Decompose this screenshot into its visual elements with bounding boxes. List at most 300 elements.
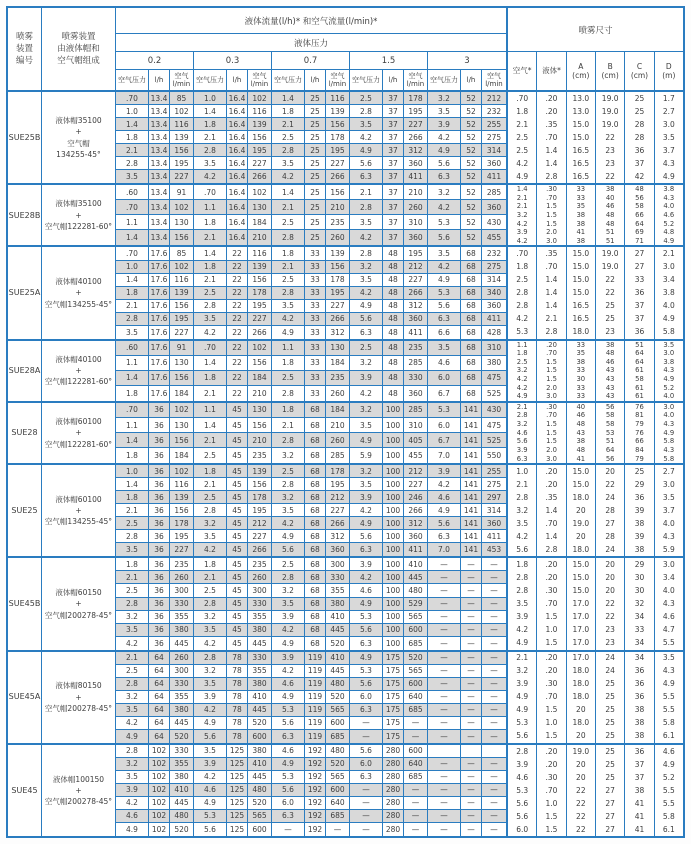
flow-cell: 246 (404, 491, 428, 504)
flow-grid (116, 185, 508, 245)
flow-cell: 100 (383, 624, 404, 637)
device-block (8, 558, 683, 651)
flow-cell: 100 (383, 584, 404, 597)
flow-cell: 4.2 (194, 704, 227, 717)
flow-cell: 2.5 (350, 92, 383, 105)
flow-cell: 48 (383, 247, 404, 260)
flow-cell: 116 (170, 478, 194, 491)
flow-cell: 102 (149, 745, 170, 758)
flow-cell: 2.8 (116, 530, 149, 543)
flow-cell: 565 (404, 665, 428, 678)
flow-cell: 285 (482, 185, 506, 200)
flow-cell: 360 (326, 543, 350, 556)
flow-cell: .70 (116, 247, 149, 260)
flow-cell: 130 (170, 418, 194, 433)
flow-cell: 125 (227, 823, 248, 836)
dims-column: .20 .20 .30 .70 1.5 1.0 1.5 (537, 558, 566, 649)
device-block (8, 465, 683, 558)
flow-cell: 445 (170, 637, 194, 650)
flow-cell: 1.8 (194, 261, 227, 274)
flow-cell: 445 (170, 717, 194, 730)
flow-cell: 280 (383, 758, 404, 771)
flow-cell: 36 (149, 611, 170, 624)
flow-cell: — (461, 730, 482, 743)
flow-cell: 6.0 (350, 758, 383, 771)
flow-cell: 2.5 (272, 274, 305, 287)
flow-cell: 45 (227, 543, 248, 556)
flow-cell: 355 (248, 665, 272, 678)
flow-cell: 3.9 (428, 465, 461, 478)
flow-cell: 175 (383, 704, 404, 717)
flow-cell: 380 (170, 624, 194, 637)
flow-cell: 45 (227, 504, 248, 517)
flow-cell: 3.5 (116, 326, 149, 339)
device-model: SUE25A (8, 247, 42, 338)
table-row (116, 371, 506, 386)
flow-cell: 380 (482, 356, 506, 371)
flow-cell: 45 (227, 418, 248, 433)
flow-cell: 36 (149, 504, 170, 517)
flow-cell: 33 (305, 261, 326, 274)
flow-cell: 3.9 (272, 652, 305, 665)
table-row (116, 598, 506, 611)
flow-cell: 100 (383, 571, 404, 584)
flow-cell: 6.7 (428, 433, 461, 448)
flow-cell: 1.8 (272, 105, 305, 118)
flow-cell: 2.5 (116, 584, 149, 597)
flow-cell: 3.2 (350, 261, 383, 274)
flow-cell: 141 (461, 517, 482, 530)
flow-cell: 312 (326, 326, 350, 339)
flow-cell: 125 (227, 758, 248, 771)
flow-cell: 314 (482, 504, 506, 517)
flow-cell: 380 (170, 704, 194, 717)
flow-cell: 36 (149, 448, 170, 463)
flow-cell: 16.4 (227, 230, 248, 245)
flow-cell: 68 (305, 418, 326, 433)
flow-cell: 48 (383, 313, 404, 326)
flow-cell: 25 (305, 92, 326, 105)
flow-cell: 1.1 (272, 341, 305, 356)
flow-cell: 4.6 (350, 584, 383, 597)
flow-cell: 4.2 (116, 717, 149, 730)
dims-column: 20 22 24 28 27 28 24 (596, 465, 625, 556)
flow-cell: 6.0 (428, 418, 461, 433)
flow-cell: — (482, 784, 506, 797)
flow-cell: 3.2 (116, 611, 149, 624)
flow-cell: 330 (248, 652, 272, 665)
flow-cell: 5.3 (272, 704, 305, 717)
dims-column: 19.0 19.0 22 22 25 25 23 (596, 247, 625, 338)
flow-cell: 22 (227, 341, 248, 356)
table-row (116, 771, 506, 784)
flow-cell: 52 (461, 118, 482, 131)
flow-cell: 266 (404, 287, 428, 300)
flow-cell: 13.4 (149, 92, 170, 105)
flow-cell: 3.5 (350, 418, 383, 433)
flow-cell: 102 (149, 810, 170, 823)
flow-cell: 192 (305, 758, 326, 771)
flow-cell: — (482, 558, 506, 571)
flow-cell: 116 (170, 118, 194, 131)
flow-cell: 3.2 (350, 465, 383, 478)
pressure-header-row (116, 52, 506, 70)
flow-cell: 116 (326, 92, 350, 105)
flow-cell: 340 (482, 287, 506, 300)
flow-cell: 45 (227, 448, 248, 463)
flow-cell: 232 (482, 105, 506, 118)
flow-cell: 600 (404, 678, 428, 691)
flow-cell: 212 (326, 491, 350, 504)
device-block (8, 247, 683, 340)
flow-cell: 6.3 (350, 637, 383, 650)
flow-cell: 235 (404, 341, 428, 356)
flow-cell: 2.1 (116, 300, 149, 313)
dims-column: 34 36 36 36 38 38 38 (625, 652, 654, 743)
flow-cell: 16.4 (227, 200, 248, 215)
flow-cell: — (461, 717, 482, 730)
table-row (116, 478, 506, 491)
flow-cell: 4.9 (350, 300, 383, 313)
flow-cell: 116 (248, 247, 272, 260)
table-row (116, 784, 506, 797)
table-row (116, 403, 506, 418)
flow-cell: — (428, 691, 461, 704)
dims-column: 3.0 3.4 4.0 4.3 4.6 4.7 5.5 (662, 560, 675, 648)
flow-cell: — (428, 823, 461, 836)
flow-cell: 3.5 (350, 274, 383, 287)
flow-cell: 453 (482, 543, 506, 556)
flow-cell: 68 (305, 637, 326, 650)
flow-cell: — (482, 637, 506, 650)
flow-cell: 68 (305, 624, 326, 637)
flow-cell: 6.3 (272, 810, 305, 823)
flow-cell: 2.5 (194, 491, 227, 504)
flow-cell: 178 (326, 465, 350, 478)
flow-cell: 266 (326, 517, 350, 530)
flow-cell: 33 (305, 341, 326, 356)
flow-cell: 2.8 (194, 598, 227, 611)
flow-cell: 330 (170, 678, 194, 691)
dims-col-header: D (m) (662, 61, 676, 80)
flow-cell: 3.2 (194, 611, 227, 624)
flow-cell: 1.0 (116, 105, 149, 118)
flow-cell: 22 (227, 326, 248, 339)
flow-cell: 45 (227, 584, 248, 597)
flow-cell: 405 (404, 433, 428, 448)
flow-cell: 36 (149, 433, 170, 448)
flow-cell: — (461, 810, 482, 823)
flow-cell: 4.2 (428, 200, 461, 215)
flow-cell: 64 (149, 704, 170, 717)
flow-cell: — (461, 571, 482, 584)
dims-column: 19.0 19.0 19.0 22 23 23 22 (596, 92, 625, 183)
dims-column: .20 .20 .30 .70 1.0 1.5 1.5 (537, 745, 566, 836)
flow-cell: 195 (248, 504, 272, 517)
subcol-header: l/h (149, 70, 170, 90)
flow-cell: 685 (404, 771, 428, 784)
device-model: SUE45A (8, 652, 42, 743)
table-row (116, 465, 506, 478)
flow-cell: 45 (227, 571, 248, 584)
flow-cell: 411 (404, 326, 428, 339)
flow-cell: 2.8 (350, 200, 383, 215)
flow-cell: 85 (170, 247, 194, 260)
flow-cell: 156 (170, 371, 194, 386)
flow-cell: 48 (383, 261, 404, 274)
flow-cell: 33 (305, 326, 326, 339)
flow-cell: 68 (305, 558, 326, 571)
flow-cell: 141 (461, 433, 482, 448)
flow-cell: 520 (404, 652, 428, 665)
table-row (116, 758, 506, 771)
dims-column: 15.0 15.0 15.0 17.0 17.0 17.0 17.0 (567, 558, 596, 649)
flow-cell: 3.5 (116, 543, 149, 556)
dims-column: 20 20 20 22 22 23 23 (596, 558, 625, 649)
flow-cell: 2.8 (272, 386, 305, 401)
dims-col-header: A (cm) (567, 52, 596, 90)
flow-cell: 68 (305, 504, 326, 517)
flow-cell: 550 (482, 448, 506, 463)
flow-cell: 3.9 (350, 491, 383, 504)
flow-cell: 141 (461, 448, 482, 463)
flow-cell: 4.9 (272, 691, 305, 704)
flow-cell: 175 (383, 652, 404, 665)
flow-cell: 45 (227, 403, 248, 418)
flow-cell: 139 (326, 247, 350, 260)
table-row (116, 584, 506, 597)
flow-cell: 78 (227, 704, 248, 717)
flow-cell: — (428, 584, 461, 597)
table-row (116, 341, 506, 356)
device-composition: 液体帽35100 + 空气帽 134255-45° (42, 92, 116, 183)
table-row (116, 287, 506, 300)
flow-cell: — (404, 797, 428, 810)
flow-cell: 1.4 (194, 418, 227, 433)
flow-cell: 2.8 (350, 247, 383, 260)
flow-cell: 6.3 (350, 326, 383, 339)
table-row (116, 170, 506, 183)
flow-cell: 16.4 (227, 144, 248, 157)
flow-cell: 480 (326, 678, 350, 691)
subcol-header: 空气 l/min (404, 70, 428, 90)
flow-cell: 235 (326, 371, 350, 386)
flow-cell: 36 (149, 637, 170, 650)
flow-cell: 68 (461, 300, 482, 313)
flow-cell: 2.1 (116, 504, 149, 517)
subcol-header: 空气 l/min (326, 70, 350, 90)
flow-cell: 360 (482, 200, 506, 215)
flow-cell: 480 (404, 584, 428, 597)
flow-cell: 1.4 (116, 274, 149, 287)
flow-cell: 3.5 (272, 598, 305, 611)
flow-grid (116, 558, 508, 649)
flow-cell: 1.4 (116, 371, 149, 386)
flow-cell: 212 (482, 92, 506, 105)
flow-cell: 1.8 (116, 386, 149, 401)
flow-cell: 78 (227, 730, 248, 743)
flow-cell: 36 (149, 403, 170, 418)
table-row (116, 637, 506, 650)
pressure-header: 1.5 (350, 52, 428, 70)
flow-cell: 2.8 (116, 678, 149, 691)
dims-column: 15.0 15.0 15.0 15.0 16.5 16.5 18.0 (567, 247, 596, 338)
flow-cell: — (404, 730, 428, 743)
dims-column: 1.8 2.8 2.8 3.5 3.9 4.2 4.9 (508, 558, 537, 649)
flow-cell: 7.0 (428, 448, 461, 463)
flow-cell: 3.2 (194, 517, 227, 530)
flow-cell: 565 (326, 704, 350, 717)
flow-cell: 3.5 (116, 771, 149, 784)
device-composition: 液体帽100150 + 空气帽200278-45° (42, 745, 116, 836)
flow-cell: 33 (305, 386, 326, 401)
flow-cell: 3.5 (272, 300, 305, 313)
flow-cell: 141 (461, 465, 482, 478)
flow-cell: 1.8 (116, 131, 149, 144)
flow-cell: 119 (305, 717, 326, 730)
flow-cell: — (404, 810, 428, 823)
pressure-header: 3 (428, 52, 506, 70)
flow-cell: 100 (383, 478, 404, 491)
flow-cell: 2.8 (272, 433, 305, 448)
flow-cell: 266 (248, 326, 272, 339)
flow-cell: 475 (482, 371, 506, 386)
flow-cell: 360 (404, 313, 428, 326)
flow-cell: 6.3 (428, 170, 461, 183)
flow-cell: 68 (461, 386, 482, 401)
flow-cell: 235 (248, 448, 272, 463)
flow-cell: 48 (383, 300, 404, 313)
flow-cell: .70 (194, 185, 227, 200)
flow-cell: 139 (326, 105, 350, 118)
flow-grid (116, 341, 508, 401)
flow-cell: 2.5 (272, 131, 305, 144)
flow-cell: 192 (305, 823, 326, 836)
table-row (116, 300, 506, 313)
flow-cell: 68 (305, 598, 326, 611)
pressure-header: 0.3 (194, 52, 272, 70)
dims-grid (508, 558, 683, 649)
flow-cell: 445 (248, 704, 272, 717)
flow-cell: 6.3 (272, 730, 305, 743)
flow-cell: 227 (248, 313, 272, 326)
flow-cell: — (428, 797, 461, 810)
flow-cell: 195 (248, 300, 272, 313)
flow-cell: 685 (326, 810, 350, 823)
flow-cell: 130 (248, 200, 272, 215)
flow-cell: 235 (248, 558, 272, 571)
flow-cell: 91 (170, 341, 194, 356)
flow-cell: 212 (248, 517, 272, 530)
table-row (116, 230, 506, 245)
flow-cell: 2.8 (272, 478, 305, 491)
flow-cell: — (350, 784, 383, 797)
flow-cell: 175 (383, 730, 404, 743)
flow-cell: 68 (305, 517, 326, 530)
flow-cell: 37 (383, 230, 404, 245)
flow-cell: 4.2 (272, 665, 305, 678)
flow-cell: 445 (248, 637, 272, 650)
flow-cell: 3.2 (116, 691, 149, 704)
flow-cell: 1.4 (272, 185, 305, 200)
flow-cell: 100 (383, 530, 404, 543)
flow-cell: 4.9 (428, 274, 461, 287)
dims-column: 76 81 79 76 66 84 79 (625, 403, 654, 463)
flow-cell: 600 (404, 745, 428, 758)
flow-cell: 78 (227, 652, 248, 665)
flow-cell: 280 (383, 771, 404, 784)
table-row (116, 144, 506, 157)
flow-cell (482, 745, 506, 758)
flow-cell: 130 (170, 356, 194, 371)
flow-cell: 25 (305, 185, 326, 200)
flow-cell: 68 (461, 371, 482, 386)
flow-cell: 139 (248, 261, 272, 274)
flow-cell: 2.8 (272, 287, 305, 300)
dims-column: 33 33 35 38 38 41 38 (567, 185, 596, 245)
flow-cell: 275 (482, 478, 506, 491)
flow-cell: 227 (404, 118, 428, 131)
dims-grid (508, 185, 683, 245)
flow-cell: 17.6 (149, 356, 170, 371)
flow-cell: 17.6 (149, 313, 170, 326)
flow-cell: 310 (404, 418, 428, 433)
table-row (116, 678, 506, 691)
subcol-header: 空气压力 (272, 70, 305, 90)
table-row (116, 665, 506, 678)
flow-cell: 178 (248, 287, 272, 300)
flow-cell: — (482, 704, 506, 717)
flow-cell: 48 (383, 274, 404, 287)
flow-cell: 37 (383, 105, 404, 118)
flow-cell: 100 (383, 558, 404, 571)
flow-cell: 195 (248, 144, 272, 157)
flow-cell: 52 (461, 92, 482, 105)
flow-cell: 430 (482, 215, 506, 230)
flow-cell: 68 (461, 274, 482, 287)
flow-cell: 78 (227, 678, 248, 691)
dims-column: 2.7 3.0 3.5 3.7 4.0 4.3 5.9 (662, 466, 675, 555)
flow-cell: — (461, 758, 482, 771)
flow-cell: 68 (305, 465, 326, 478)
flow-cell: 2.1 (116, 571, 149, 584)
flow-cell: — (326, 823, 350, 836)
flow-cell: — (404, 784, 428, 797)
flow-cell: 156 (248, 478, 272, 491)
dims-column: 2.1 2.8 3.2 4.6 5.6 3.9 6.3 (508, 403, 537, 463)
flow-cell: 36 (149, 598, 170, 611)
flow-cell: 1.8 (194, 215, 227, 230)
flow-cell: 156 (170, 300, 194, 313)
flow-cell: 4.2 (428, 261, 461, 274)
flow-cell: 130 (248, 403, 272, 418)
flow-cell: 116 (170, 274, 194, 287)
flow-cell: 685 (326, 730, 350, 743)
flow-cell: — (461, 691, 482, 704)
flow-cell: — (428, 598, 461, 611)
flow-cell: 3.5 (428, 105, 461, 118)
flow-cell: 475 (482, 418, 506, 433)
flow-cell: 4.2 (194, 637, 227, 650)
flow-cell: 2.1 (272, 200, 305, 215)
flow-cell: 17.6 (149, 371, 170, 386)
flow-cell: 640 (326, 797, 350, 810)
flow-cell: — (461, 598, 482, 611)
flow-cell: 285 (404, 356, 428, 371)
flow-cell: 6.6 (428, 326, 461, 339)
flow-cell: 360 (404, 530, 428, 543)
flow-cell: 4.2 (272, 170, 305, 183)
